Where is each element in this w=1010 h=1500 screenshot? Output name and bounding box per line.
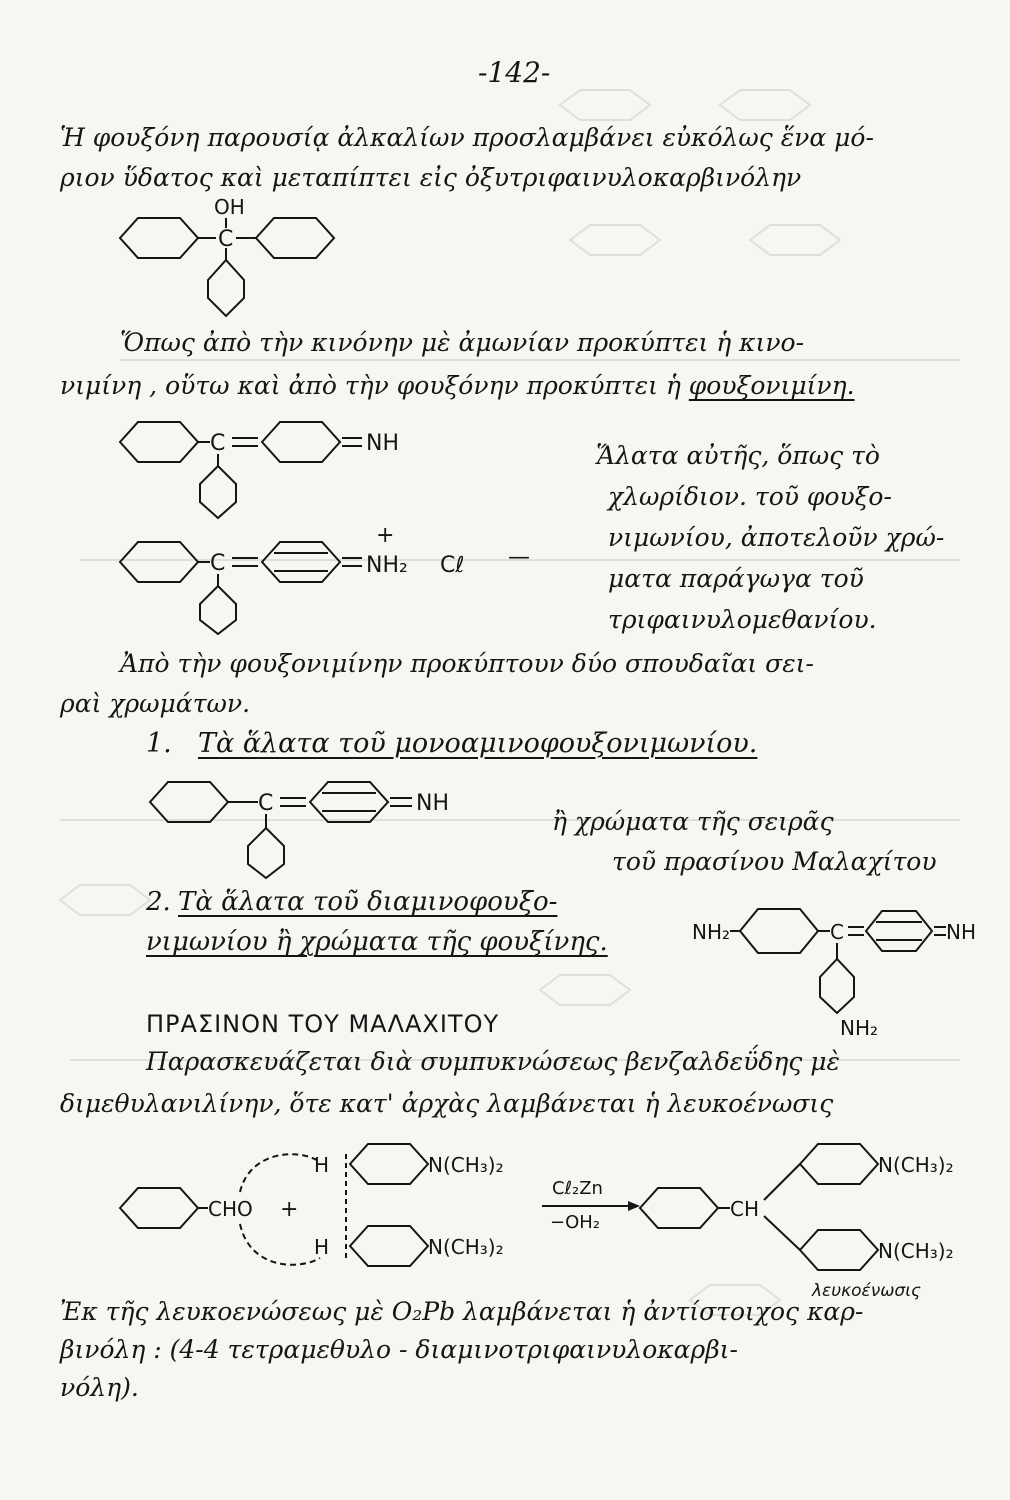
reaction-reagent-zncl2: Cℓ₂Zn: [552, 1178, 603, 1199]
reaction-leuco-label: λευκοένωσις: [812, 1281, 921, 1301]
benzene-ring-icon: [248, 828, 284, 878]
benzene-ring-icon: [200, 466, 236, 518]
formula4-nh: NH: [416, 791, 449, 816]
reaction-product-n-ch3-2-bottom: N(CH₃)₂: [878, 1239, 954, 1263]
formula5-nh2-bottom: NH₂: [840, 1016, 879, 1040]
para5-line2: βινόλη : (4-4 τετραμεθυλο - διαμινοτριφαινυλοκαρβι-: [60, 1335, 738, 1364]
side-note-line5: τριφαινυλομεθανίου.: [608, 605, 877, 634]
quinoid-ring-icon: [262, 422, 340, 462]
benzene-ring-icon: [120, 1188, 198, 1228]
para5-line1: Ἐκ τῆς λευκοενώσεως μὲ O₂Pb λαμβάνεται ἡ ἀντίστοιχος καρ-: [60, 1297, 864, 1326]
item2-title-line1: Τὰ ἅλατα τοῦ διαμινοφουξο-: [178, 887, 558, 917]
formula5-nh: NH: [946, 920, 976, 944]
benzene-ring-icon: [150, 782, 228, 822]
para3-line1: Ἀπὸ τὴν φουξονιμίνην προκύπτουν δύο σπουδαῖαι σει-: [120, 649, 814, 678]
formula3-plus-charge: +: [376, 523, 395, 548]
benzene-ring-icon: [350, 1226, 428, 1266]
para5-line3: νόλη).: [60, 1373, 139, 1402]
benzene-ring-icon: [120, 218, 198, 258]
side-note-line2: χλωρίδιον. τοῦ φουξο-: [608, 482, 892, 511]
reaction-cho: CHO: [208, 1197, 253, 1221]
side-note-line1: Ἅλατα αὐτῆς, ὅπως τὸ: [596, 441, 880, 470]
quinoid-ring-icon: [866, 911, 932, 951]
para2-term-fuxonimine: φουξονιμίνη.: [688, 371, 855, 400]
benzene-ring-icon: [740, 909, 818, 953]
formula-fuchsonimine: [110, 410, 490, 520]
formula3-nh2: NH₂: [366, 553, 408, 578]
condensation-arc-top: [240, 1154, 320, 1192]
reaction-product-n-ch3-2-top: N(CH₃)₂: [878, 1153, 954, 1177]
benzene-ring-icon: [640, 1188, 718, 1228]
formula2-carbon: C: [210, 431, 226, 456]
benzene-ring-icon: [208, 260, 244, 316]
benzene-ring-icon: [200, 586, 236, 634]
side-note-line3: νιμωνίου, ἀποτελοῦν χρώ-: [608, 523, 945, 552]
item2-title-line2: νιμωνίου ἢ χρώματα τῆς φουξίνης.: [146, 927, 608, 957]
formula1-carbon: C: [218, 227, 234, 252]
para2-line1: Ὅπως ἀπὸ τὴν κινόνην μὲ ἀμωνίαν προκύπτει ἡ κινο-: [120, 328, 805, 357]
side-note-line4: ματα παράγωγα τοῦ: [608, 564, 864, 593]
para3-line2: ραὶ χρωμάτων.: [60, 689, 251, 718]
para4-line2: διμεθυλανιλίνην, ὅτε κατ' ἀρχὰς λαμβάνεται ἡ λευκοένωσις: [60, 1089, 834, 1118]
benzene-ring-icon: [820, 959, 854, 1013]
benzene-ring-icon: [800, 1144, 878, 1184]
formula4-carbon: C: [258, 791, 274, 816]
item1-title: Τὰ ἅλατα τοῦ μονοαμινοφουξονιμωνίου.: [198, 728, 758, 759]
formula-triphenylcarbinol: [110, 190, 370, 320]
formula-monoamino-fuchsonimine: [140, 770, 560, 880]
benzene-ring-icon: [256, 218, 334, 258]
benzene-ring-icon: [120, 422, 198, 462]
para2-line2: [60, 370, 855, 402]
para4-line1: Παρασκευάζεται διὰ συμπυκνώσεως βενζαλδεΰδης μὲ: [146, 1047, 840, 1076]
item1-note-line1: ἢ χρώματα τῆς σειρᾶς: [552, 807, 834, 836]
reaction-ch: CH: [730, 1197, 760, 1221]
para1-line2: ριον ὕδατος καὶ μεταπίπτει εἰς ὀξυτριφαινυλοκαρβινόλην: [60, 163, 802, 192]
formula5-carbon: C: [830, 920, 844, 944]
reaction-arrow-icon: [628, 1201, 640, 1211]
reaction-n-ch3-2-bottom: N(CH₃)₂: [428, 1235, 504, 1259]
item1-number: 1.: [146, 728, 172, 759]
reaction-n-ch3-2-top: N(CH₃)₂: [428, 1153, 504, 1177]
benzene-ring-icon: [350, 1144, 428, 1184]
para1-line1: Ἡ φουξόνη παρουσίᾳ ἀλκαλίων προσλαμβάνει εὐκόλως ἕνα μό-: [60, 123, 874, 152]
formula1-oh: OH: [214, 195, 245, 219]
benzene-ring-icon: [800, 1230, 878, 1270]
quinoid-ring-icon: [262, 542, 340, 582]
formula3-carbon: C: [210, 551, 226, 576]
formula2-nh: NH: [366, 431, 399, 456]
formula5-nh2-left: NH₂: [692, 920, 731, 944]
formula-diamino-fuchsonimine: [690, 895, 990, 1045]
reaction-reagent-water: −OH₂: [550, 1212, 601, 1233]
reaction-h-bottom: H: [314, 1235, 330, 1259]
para2-line2-text: νιμίνη , οὕτω καὶ ἀπὸ τὴν φουξόνην προκύπτει ἡ: [60, 371, 689, 400]
item2-number: 2.: [146, 887, 171, 917]
reaction-h-top: H: [314, 1153, 330, 1177]
quinoid-ring-icon: [310, 782, 388, 822]
reaction-plus: +: [280, 1197, 299, 1222]
section-heading-malachite-green: ΠΡΑΣΙΝΟΝ ΤΟΥ ΜΑΛΑΧΙΤΟΥ: [146, 1010, 500, 1038]
reaction-scheme-leuco-base: [100, 1130, 1000, 1305]
formula-fuchsonimonium-chloride: [110, 520, 590, 635]
formula3-dash: —: [508, 545, 530, 570]
condensation-arc-bottom: [240, 1224, 320, 1265]
benzene-ring-icon: [120, 542, 198, 582]
item1-note-line2: τοῦ πρασίνου Μαλαχίτου: [612, 847, 937, 876]
formula3-chloride: Cℓ: [440, 553, 465, 578]
page-number: -142-: [478, 56, 551, 89]
